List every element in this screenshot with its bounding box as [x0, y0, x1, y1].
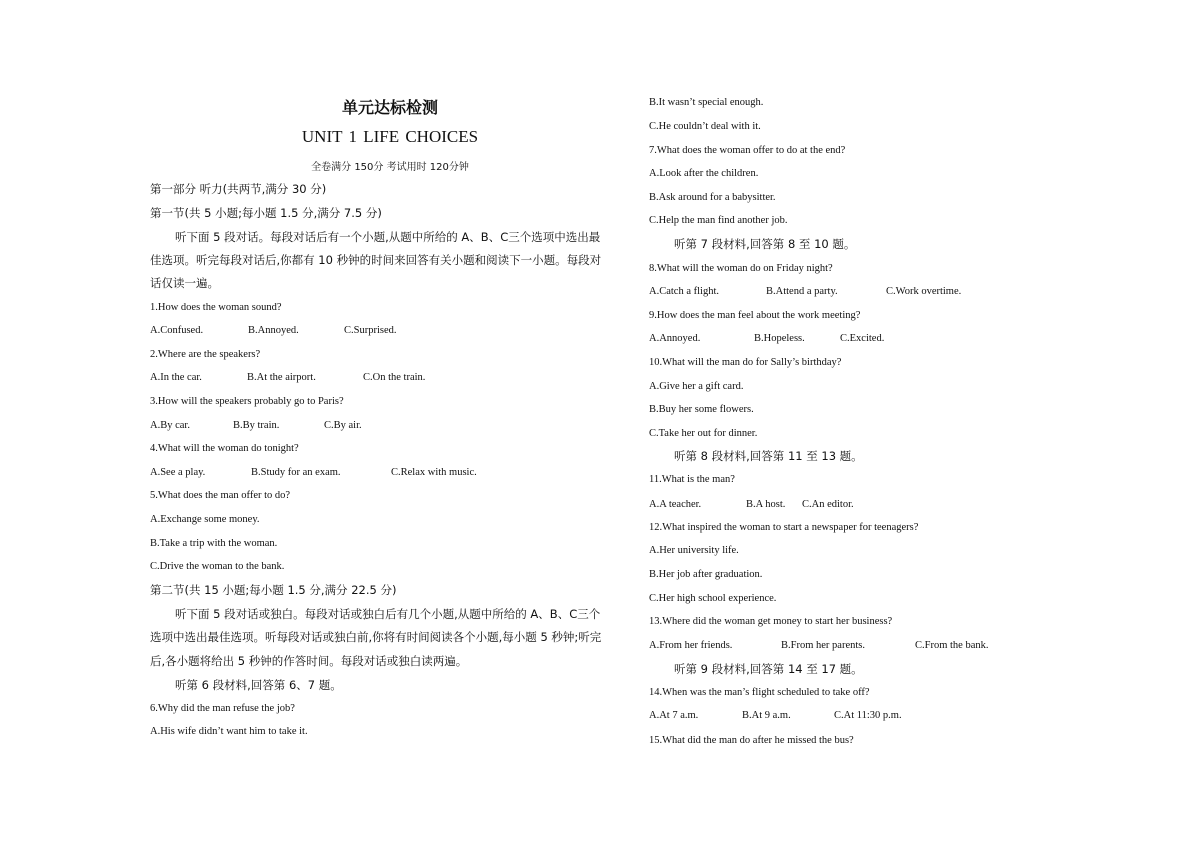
question-5-option-a: A.Exchange some money.: [150, 514, 260, 525]
question-7-option-a: A.Look after the children.: [649, 168, 759, 179]
question-1-stem: 1.How does the woman sound?: [150, 302, 282, 313]
option-a: A.A teacher.: [649, 499, 702, 510]
section1-instruction-line: 话仅读一遍。: [150, 276, 219, 290]
option-c: C.Work overtime.: [886, 286, 962, 297]
section2-heading: 第二节(共 15 小题;每小题 1.5 分,满分 22.5 分): [150, 583, 397, 597]
option-b: B.At 9 a.m.: [742, 710, 791, 721]
section1-instruction-line: 佳选项。听完每段对话后,你都有 10 秒钟的时间来回答有关小题和阅读下一小题。每段对: [150, 253, 602, 267]
option-b: B.Annoyed.: [248, 325, 299, 336]
section2-instruction-line: 后,各小题将给出 5 秒钟的作答时间。每段对话或独白读两遍。: [150, 654, 468, 668]
option-c: C.On the train.: [363, 372, 426, 383]
material-6-heading: 听第 6 段材料,回答第 6、7 题。: [175, 678, 342, 692]
option-a: A.Annoyed.: [649, 333, 701, 344]
option-c: C.An editor.: [802, 499, 854, 510]
option-b: B.Study for an exam.: [251, 467, 341, 478]
question-12-option-a: A.Her university life.: [649, 545, 739, 556]
question-15-stem: 15.What did the man do after he missed the bus?: [649, 735, 854, 746]
material-8-heading: 听第 8 段材料,回答第 11 至 13 题。: [674, 449, 863, 463]
question-10-option-c: C.Take her out for dinner.: [649, 428, 758, 439]
question-4-stem: 4.What will the woman do tonight?: [150, 443, 299, 454]
option-b: B.A host.: [746, 499, 786, 510]
question-2-stem: 2.Where are the speakers?: [150, 349, 261, 360]
option-c: C.By air.: [324, 420, 362, 431]
option-a: A.In the car.: [150, 372, 202, 383]
question-9-stem: 9.How does the man feel about the work meeting?: [649, 310, 861, 321]
question-7-option-b: B.Ask around for a babysitter.: [649, 192, 776, 203]
option-b: B.Hopeless.: [754, 333, 805, 344]
option-c: C.At 11:30 p.m.: [834, 710, 902, 721]
option-b: B.From her parents.: [781, 640, 865, 651]
section1-heading: 第一节(共 5 小题;每小题 1.5 分,满分 7.5 分): [150, 206, 382, 220]
part1-heading: 第一部分 听力(共两节,满分 30 分): [150, 182, 327, 196]
question-12-option-c: C.Her high school experience.: [649, 593, 777, 604]
question-10-stem: 10.What will the man do for Sally’s birthday?: [649, 357, 842, 368]
question-6-option-a: A.His wife didn’t want him to take it.: [150, 726, 308, 737]
question-10-option-a: A.Give her a gift card.: [649, 381, 744, 392]
question-6-option-b: B.It wasn’t special enough.: [649, 97, 764, 108]
question-6-stem: 6.Why did the man refuse the job?: [150, 703, 295, 714]
question-10-option-b: B.Buy her some flowers.: [649, 404, 754, 415]
option-b: B.At the airport.: [247, 372, 316, 383]
question-12-stem: 12.What inspired the woman to start a newspaper for teenagers?: [649, 522, 919, 533]
page-title-english: UNIT 1 LIFE CHOICES: [301, 127, 479, 146]
question-5-option-c: C.Drive the woman to the bank.: [150, 561, 285, 572]
option-a: A.From her friends.: [649, 640, 733, 651]
option-a: A.At 7 a.m.: [649, 710, 699, 721]
question-8-stem: 8.What will the woman do on Friday night?: [649, 263, 833, 274]
option-a: A.By car.: [150, 420, 190, 431]
option-c: C.Excited.: [840, 333, 885, 344]
section2-instruction-line: 听下面 5 段对话或独白。每段对话或独白后有几个小题,从题中所给的 A、B、C三个: [175, 607, 601, 621]
section2-instruction-line: 选项中选出最佳选项。听每段对话或独白前,你将有时间阅读各个小题,每小题 5 秒钟;听完: [150, 630, 602, 644]
question-5-stem: 5.What does the man offer to do?: [150, 490, 291, 501]
question-7-option-c: C.Help the man find another job.: [649, 215, 788, 226]
option-a: A.See a play.: [150, 467, 206, 478]
question-14-stem: 14.When was the man’s flight scheduled to take off?: [649, 687, 870, 698]
question-13-stem: 13.Where did the woman get money to start her business?: [649, 616, 893, 627]
option-c: C.Relax with music.: [391, 467, 477, 478]
material-9-heading: 听第 9 段材料,回答第 14 至 17 题。: [674, 662, 863, 676]
question-12-option-b: B.Her job after graduation.: [649, 569, 763, 580]
option-a: A.Confused.: [150, 325, 204, 336]
exam-info: 全卷满分 150分 考试用时 120分钟: [311, 162, 469, 173]
option-c: C.Surprised.: [344, 325, 397, 336]
option-b: B.Attend a party.: [766, 286, 838, 297]
page-title-chinese: 单元达标检测: [341, 98, 438, 117]
option-b: B.By train.: [233, 420, 280, 431]
question-7-stem: 7.What does the woman offer to do at the end?: [649, 145, 846, 156]
question-6-option-c: C.He couldn’t deal with it.: [649, 121, 761, 132]
section1-instruction-line: 听下面 5 段对话。每段对话后有一个小题,从题中所给的 A、B、C三个选项中选出最: [175, 230, 601, 244]
question-3-stem: 3.How will the speakers probably go to Paris?: [150, 396, 344, 407]
option-c: C.From the bank.: [915, 640, 989, 651]
material-7-heading: 听第 7 段材料,回答第 8 至 10 题。: [674, 237, 856, 251]
question-5-option-b: B.Take a trip with the woman.: [150, 538, 278, 549]
option-a: A.Catch a flight.: [649, 286, 719, 297]
question-11-stem: 11.What is the man?: [649, 474, 735, 485]
